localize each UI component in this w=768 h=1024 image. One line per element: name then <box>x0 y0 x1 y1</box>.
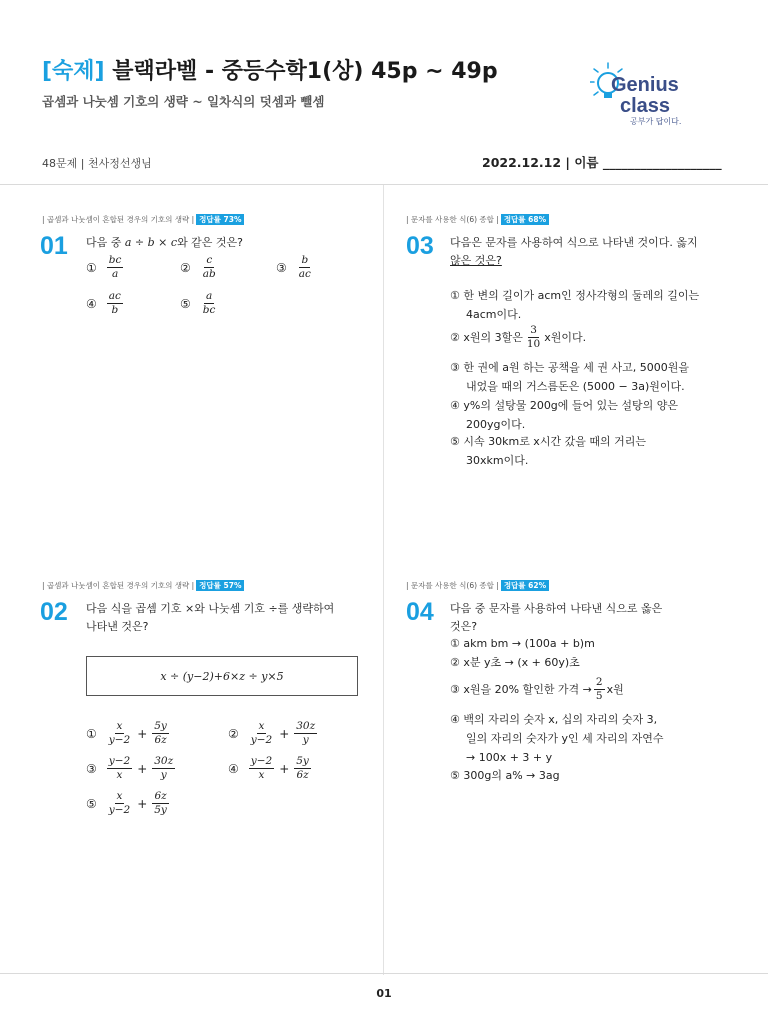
q01-option-5[interactable]: ⑤ $\frac{a}{bc}$ <box>180 290 216 316</box>
q02-option-3[interactable]: ③ $\frac{y-2}{x}$ + $\frac{30z}{y}$ <box>86 755 174 781</box>
q04-category: | 문자를 사용한 식(6) 종합 | 정답률 62% <box>406 580 549 591</box>
q02-stem: 다음 식을 곱셈 기호 ×와 나눗셈 기호 ÷를 생략하여 나타낸 것은? <box>86 602 335 633</box>
page-number: 01 <box>376 987 392 1000</box>
genius-class-logo <box>590 62 730 132</box>
q03-option-5[interactable]: ⑤ 시속 30km로 x시간 갔을 때의 거리는 30xkm이다. <box>450 435 646 467</box>
page-subtitle: 곱셈과 나눗셈 기호의 생략 ~ 일차식의 덧셈과 뺄셈 <box>42 94 325 109</box>
q04-option-5[interactable]: ⑤ 300g의 a% → 3ag <box>450 769 560 782</box>
q04-option-1[interactable]: ① akm bm → (100a + b)m <box>450 637 595 650</box>
page-title <box>42 54 498 85</box>
q01-number: 01 <box>40 232 68 260</box>
q01-option-1[interactable]: ① $\frac{bc}{a}$ <box>86 254 122 280</box>
q01-option-4[interactable]: ④ $\frac{ac}{b}$ <box>86 290 121 316</box>
logo-line2: class <box>620 95 671 117</box>
q04-option-2[interactable]: ② x분 y초 → (x + 60y)초 <box>450 656 580 669</box>
logo-tagline: 공부가 답이다. <box>630 117 682 126</box>
q02-number: 02 <box>40 598 68 626</box>
problem-count-teacher: 48문제 | 천사정선생님 <box>42 157 152 170</box>
q02-option-5[interactable]: ⑤ $\frac{x}{y-2}$ + $\frac{6z}{5y}$ <box>86 790 167 816</box>
q03-option-1[interactable]: ① 한 변의 길이가 acm인 정사각형의 둘레의 길이는 4acm이다. <box>450 289 700 321</box>
q01-option-3[interactable]: ③ $\frac{b}{ac}$ <box>276 254 311 280</box>
q03-stem: 다음은 문자를 사용하여 식으로 나타낸 것이다. 옳지 않은 것은? <box>450 236 698 267</box>
footer-divider <box>0 973 768 974</box>
q03-number: 03 <box>406 232 434 260</box>
q02-accuracy-badge: 정답률 57% <box>196 580 244 591</box>
q04-option-4[interactable]: ④ 백의 자리의 숫자 x, 십의 자리의 숫자 3, 일의 자리의 숫자가 y인 세 자리의 자연수 → 100x + 3 + y <box>450 713 664 764</box>
q03-category: | 문자를 사용한 식(6) 종합 | 정답률 68% <box>406 214 549 225</box>
q03-option-4[interactable]: ④ y%의 설탕물 200g에 들어 있는 설탕의 양은 200yg이다. <box>450 399 679 431</box>
title-main: 블랙라벨 - 중등수학1(상) 45p ~ 49p <box>112 59 498 84</box>
q04-option-3[interactable]: ③ x원을 20% 할인한 가격 → $\frac{2}{5}$ x원 <box>450 676 624 702</box>
q03-option-2[interactable]: ② x원의 3할은 $\frac{3}{10}$ x원이다. <box>450 324 587 350</box>
header-divider <box>0 184 768 185</box>
q01-option-2[interactable]: ② $\frac{c}{ab}$ <box>180 254 216 280</box>
q02-option-1[interactable]: ① $\frac{x}{y-2}$ + $\frac{5y}{6z}$ <box>86 720 167 746</box>
q04-accuracy-badge: 정답률 62% <box>501 580 549 591</box>
title-tag: [숙제] <box>42 59 105 84</box>
column-divider <box>383 185 384 975</box>
q04-number: 04 <box>406 598 434 626</box>
q03-accuracy-badge: 정답률 68% <box>501 214 549 225</box>
q02-option-2[interactable]: ② $\frac{x}{y-2}$ + $\frac{30z}{y}$ <box>228 720 316 746</box>
logo-line1: Genius <box>611 74 679 96</box>
q02-expression-box: x ÷ (y−2)+6×z ÷ y×5 <box>86 656 358 696</box>
q01-stem: 다음 중 a ÷ b × c와 같은 것은? <box>86 236 244 249</box>
q02-option-4[interactable]: ④ $\frac{y-2}{x}$ + $\frac{5y}{6z}$ <box>228 755 309 781</box>
q03-option-3[interactable]: ③ 한 권에 a원 하는 공책을 세 권 사고, 5000원을 내었을 때의 거스름돈은 (5000 − 3a)원이다. <box>450 361 689 393</box>
date-name-field: 2022.12.12 | 이름 ___________________ <box>482 155 722 170</box>
q01-category: | 곱셈과 나눗셈이 혼합된 경우의 기호의 생략 | 정답률 73% <box>42 214 244 225</box>
q01-accuracy-badge: 정답률 73% <box>196 214 244 225</box>
q02-category: | 곱셈과 나눗셈이 혼합된 경우의 기호의 생략 | 정답률 57% <box>42 580 244 591</box>
q04-stem: 다음 중 문자를 사용하여 나타낸 식으로 옳은 것은? <box>450 602 663 633</box>
